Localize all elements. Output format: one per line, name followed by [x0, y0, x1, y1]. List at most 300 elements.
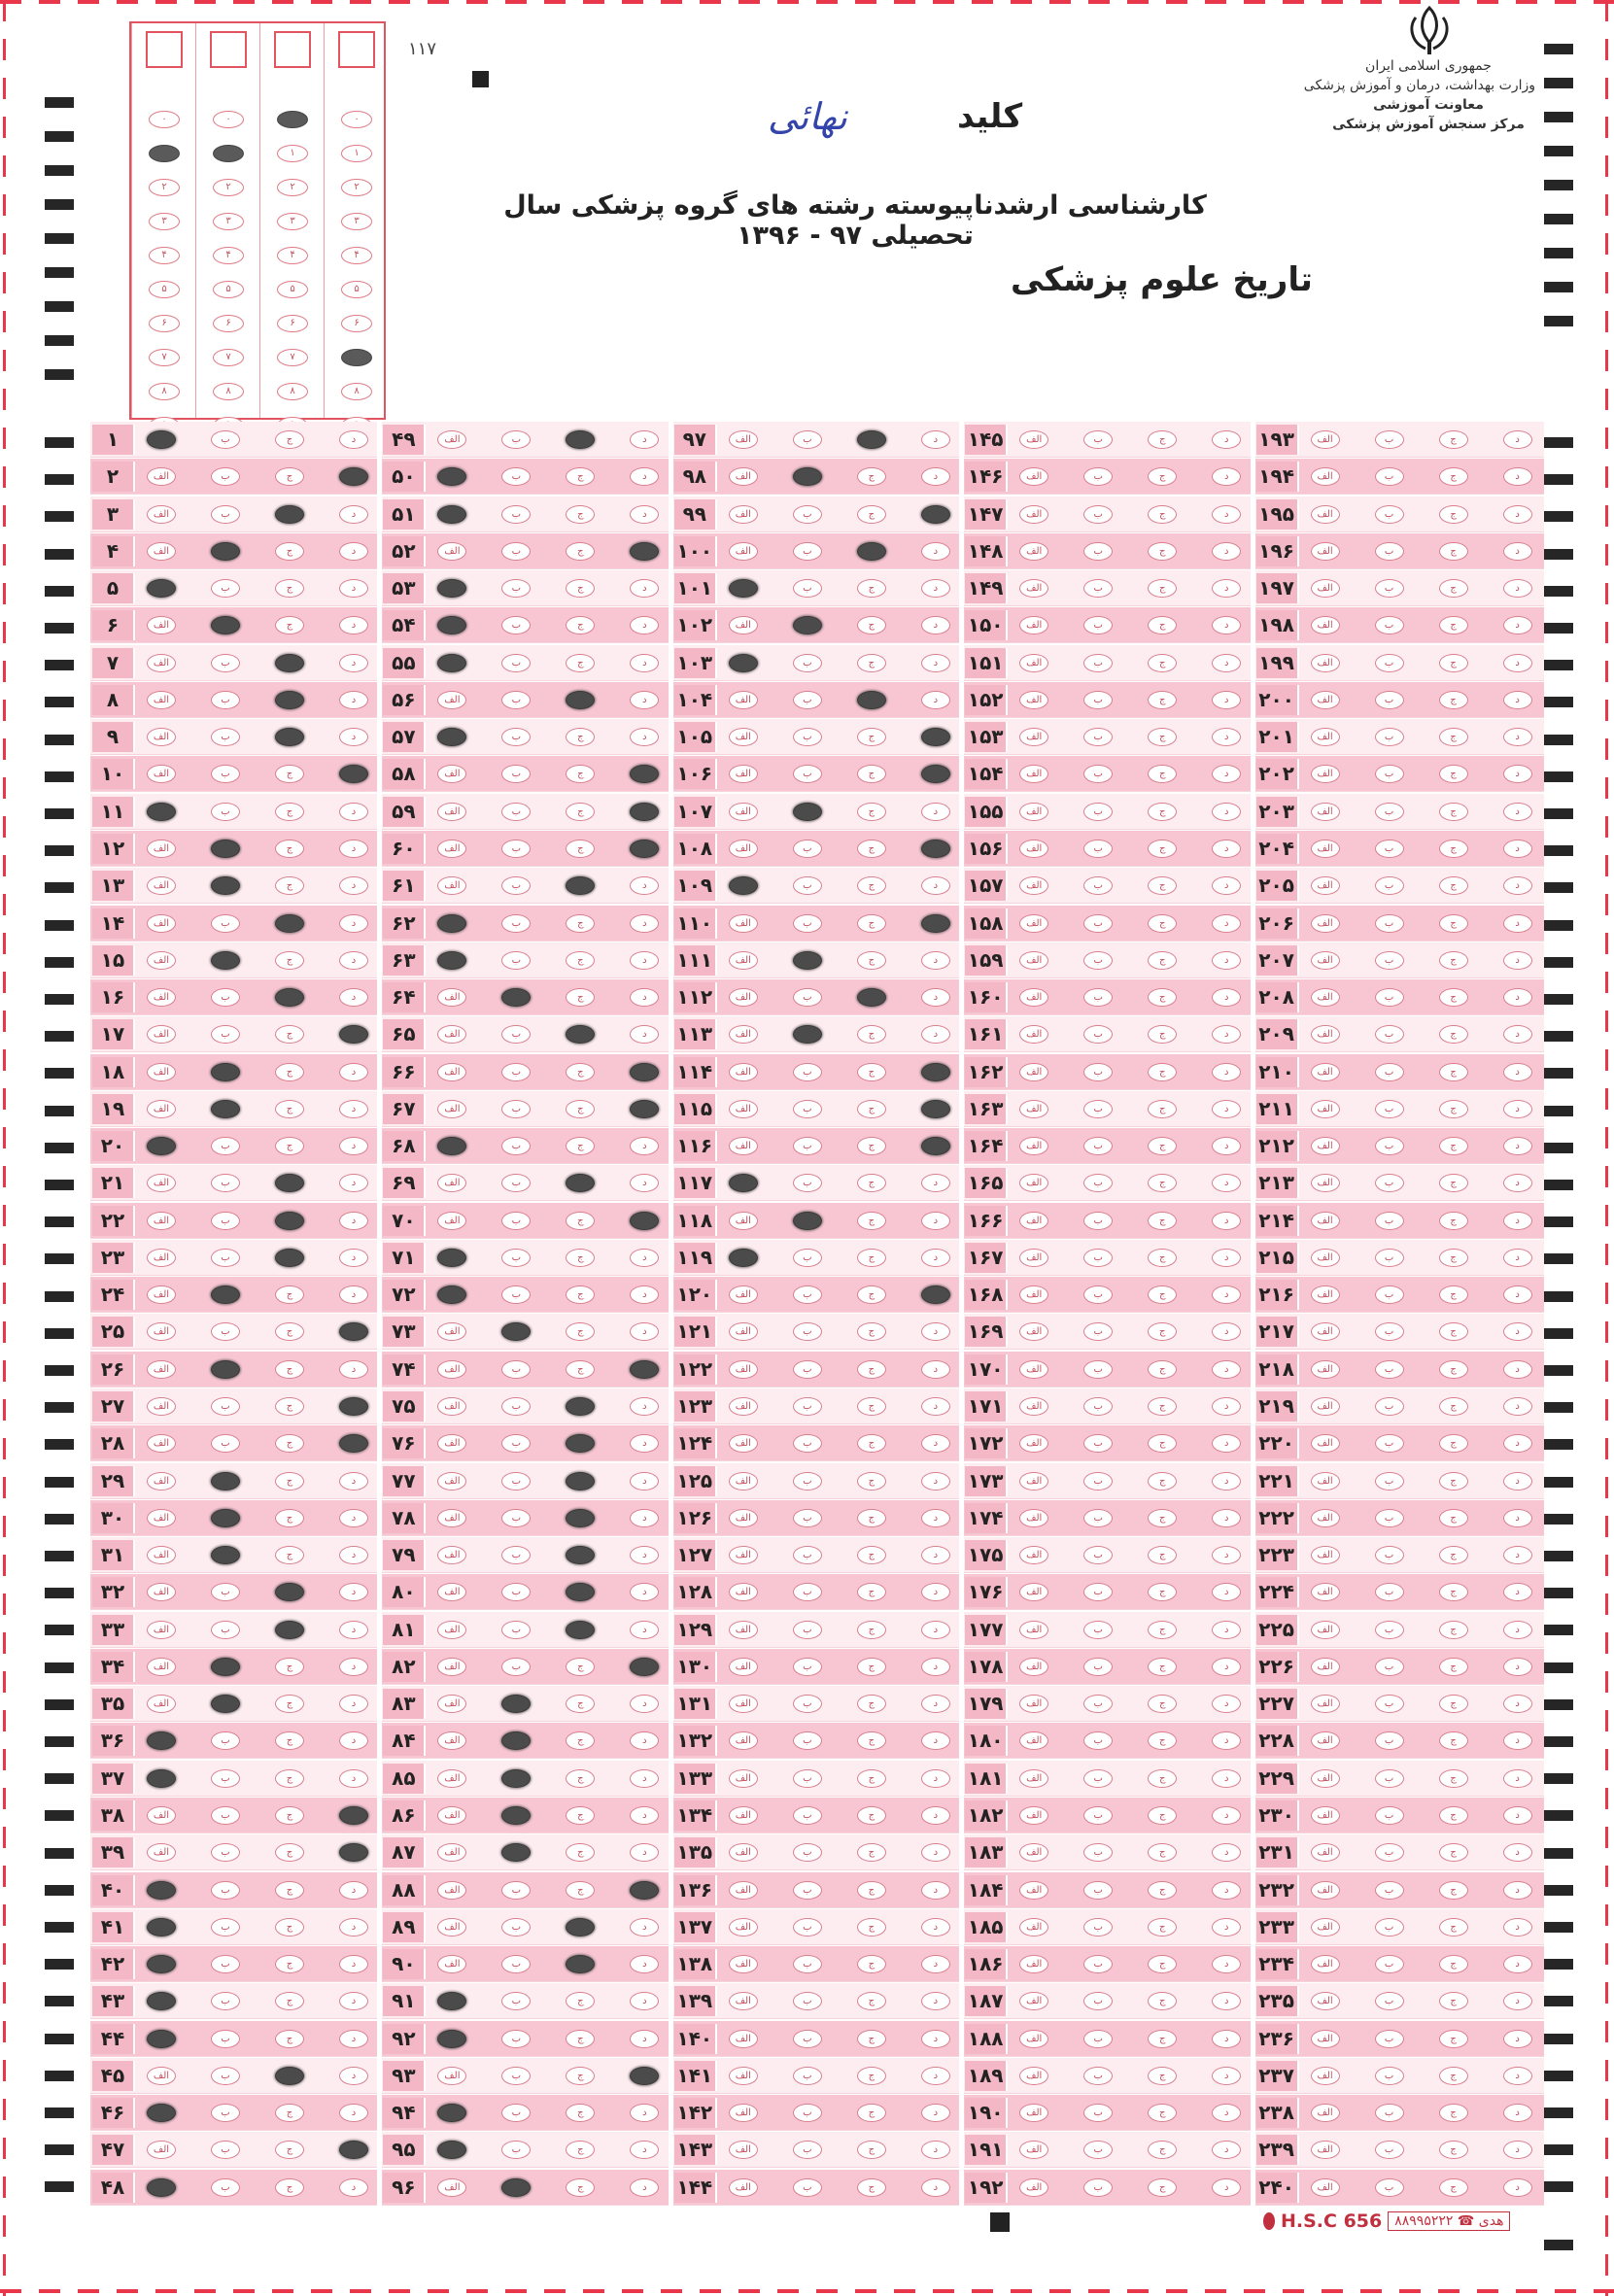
- answer-bubble[interactable]: د: [1212, 1583, 1241, 1601]
- answer-bubble[interactable]: ب: [211, 1174, 240, 1192]
- answer-bubble[interactable]: د: [921, 1992, 950, 2010]
- answer-bubble[interactable]: [566, 1918, 595, 1936]
- code-digit-bubble[interactable]: ۶: [213, 315, 244, 332]
- answer-bubble[interactable]: د: [339, 1063, 368, 1081]
- answer-bubble[interactable]: ب: [501, 951, 531, 970]
- answer-bubble[interactable]: الف: [1311, 542, 1340, 561]
- answer-bubble[interactable]: الف: [147, 654, 176, 672]
- answer-bubble[interactable]: ب: [1375, 876, 1404, 895]
- answer-bubble[interactable]: ب: [793, 1621, 822, 1639]
- answer-bubble[interactable]: ب: [1375, 1843, 1404, 1862]
- answer-bubble[interactable]: [147, 1137, 176, 1155]
- answer-bubble[interactable]: الف: [1019, 2067, 1048, 2085]
- answer-bubble[interactable]: [921, 765, 950, 783]
- answer-bubble[interactable]: ج: [857, 728, 886, 746]
- answer-bubble[interactable]: ج: [1148, 1695, 1177, 1713]
- answer-bubble[interactable]: ج: [566, 1806, 595, 1825]
- answer-bubble[interactable]: د: [1212, 1843, 1241, 1862]
- answer-bubble[interactable]: ج: [275, 1695, 304, 1713]
- answer-bubble[interactable]: الف: [1019, 1992, 1048, 2010]
- answer-bubble[interactable]: ب: [1375, 505, 1404, 524]
- answer-bubble[interactable]: الف: [437, 2067, 466, 2085]
- answer-bubble[interactable]: ب: [1375, 2141, 1404, 2159]
- code-digit-bubble[interactable]: ۴: [277, 247, 308, 264]
- answer-bubble[interactable]: ب: [793, 1806, 822, 1825]
- answer-bubble[interactable]: ب: [793, 1546, 822, 1564]
- answer-bubble[interactable]: ب: [211, 1731, 240, 1750]
- answer-bubble[interactable]: [147, 1955, 176, 1973]
- answer-bubble[interactable]: الف: [437, 1658, 466, 1676]
- answer-bubble[interactable]: د: [1503, 1137, 1532, 1155]
- answer-bubble[interactable]: ب: [1375, 430, 1404, 449]
- answer-bubble[interactable]: ب: [1375, 840, 1404, 858]
- answer-bubble[interactable]: الف: [147, 467, 176, 486]
- answer-bubble[interactable]: ج: [857, 951, 886, 970]
- answer-bubble[interactable]: ج: [1148, 1881, 1177, 1900]
- answer-bubble[interactable]: الف: [147, 765, 176, 783]
- answer-bubble[interactable]: [501, 1843, 531, 1862]
- answer-bubble[interactable]: الف: [147, 951, 176, 970]
- answer-bubble[interactable]: [437, 505, 466, 524]
- answer-bubble[interactable]: الف: [147, 1621, 176, 1639]
- answer-bubble[interactable]: ج: [1439, 1174, 1468, 1192]
- answer-bubble[interactable]: [630, 803, 659, 821]
- answer-bubble[interactable]: ج: [857, 914, 886, 933]
- answer-bubble[interactable]: ج: [275, 1769, 304, 1788]
- answer-bubble[interactable]: ج: [566, 2178, 595, 2197]
- answer-bubble[interactable]: د: [1503, 2067, 1532, 2085]
- answer-bubble[interactable]: د: [630, 1025, 659, 1044]
- answer-bubble[interactable]: [566, 1621, 595, 1639]
- answer-bubble[interactable]: د: [630, 988, 659, 1007]
- answer-bubble[interactable]: [211, 1472, 240, 1491]
- answer-bubble[interactable]: د: [339, 430, 368, 449]
- answer-bubble[interactable]: ب: [793, 1658, 822, 1676]
- answer-bubble[interactable]: الف: [729, 1806, 758, 1825]
- answer-bubble[interactable]: ب: [501, 467, 531, 486]
- answer-bubble[interactable]: الف: [729, 728, 758, 746]
- answer-bubble[interactable]: د: [630, 1695, 659, 1713]
- answer-bubble[interactable]: [211, 1546, 240, 1564]
- answer-bubble[interactable]: د: [1503, 1955, 1532, 1973]
- answer-bubble[interactable]: د: [339, 1360, 368, 1379]
- answer-bubble[interactable]: الف: [1311, 1658, 1340, 1676]
- answer-bubble[interactable]: الف: [729, 1137, 758, 1155]
- code-entry-box[interactable]: [274, 31, 311, 68]
- answer-bubble[interactable]: ب: [1375, 1621, 1404, 1639]
- answer-bubble[interactable]: ج: [1439, 579, 1468, 598]
- answer-bubble[interactable]: د: [1212, 430, 1241, 449]
- answer-bubble[interactable]: ج: [1439, 951, 1468, 970]
- answer-bubble[interactable]: ب: [1375, 988, 1404, 1007]
- answer-bubble[interactable]: [275, 1212, 304, 1230]
- answer-bubble[interactable]: [437, 1285, 466, 1304]
- answer-bubble[interactable]: د: [1212, 1249, 1241, 1267]
- answer-bubble[interactable]: الف: [1019, 1918, 1048, 1936]
- answer-bubble[interactable]: ج: [275, 2030, 304, 2048]
- code-digit-bubble[interactable]: ۸: [341, 383, 372, 400]
- answer-bubble[interactable]: ب: [1375, 2030, 1404, 2048]
- answer-bubble[interactable]: د: [921, 1843, 950, 1862]
- answer-bubble[interactable]: [275, 1583, 304, 1601]
- answer-bubble[interactable]: [211, 1063, 240, 1081]
- answer-bubble[interactable]: الف: [437, 1918, 466, 1936]
- answer-bubble[interactable]: [921, 1285, 950, 1304]
- answer-bubble[interactable]: الف: [729, 951, 758, 970]
- answer-bubble[interactable]: د: [1212, 728, 1241, 746]
- code-digit-bubble[interactable]: ۵: [213, 281, 244, 298]
- answer-bubble[interactable]: الف: [1311, 1360, 1340, 1379]
- answer-bubble[interactable]: ب: [501, 1397, 531, 1416]
- answer-bubble[interactable]: [211, 951, 240, 970]
- answer-bubble[interactable]: الف: [729, 1583, 758, 1601]
- answer-bubble[interactable]: الف: [1311, 1955, 1340, 1973]
- answer-bubble[interactable]: [275, 988, 304, 1007]
- answer-bubble[interactable]: ب: [793, 1992, 822, 2010]
- answer-bubble[interactable]: ب: [1375, 765, 1404, 783]
- answer-bubble[interactable]: د: [1503, 840, 1532, 858]
- answer-bubble[interactable]: ج: [1148, 1100, 1177, 1118]
- answer-bubble[interactable]: ب: [1083, 691, 1113, 709]
- code-digit-bubble[interactable]: ۳: [277, 213, 308, 230]
- answer-bubble[interactable]: د: [339, 2067, 368, 2085]
- answer-bubble[interactable]: ج: [566, 1249, 595, 1267]
- answer-bubble[interactable]: [921, 728, 950, 746]
- answer-bubble[interactable]: ج: [275, 1397, 304, 1416]
- answer-bubble[interactable]: الف: [147, 1360, 176, 1379]
- answer-bubble[interactable]: ب: [1083, 579, 1113, 598]
- answer-bubble[interactable]: الف: [1019, 1137, 1048, 1155]
- answer-bubble[interactable]: ج: [857, 1025, 886, 1044]
- answer-bubble[interactable]: ج: [1439, 1583, 1468, 1601]
- answer-bubble[interactable]: د: [339, 876, 368, 895]
- answer-bubble[interactable]: ج: [1148, 616, 1177, 634]
- answer-bubble[interactable]: ب: [501, 2030, 531, 2048]
- code-digit-bubble[interactable]: ۱: [277, 145, 308, 162]
- answer-bubble[interactable]: ب: [1375, 616, 1404, 634]
- answer-bubble[interactable]: ب: [793, 1322, 822, 1341]
- answer-bubble[interactable]: د: [630, 1285, 659, 1304]
- answer-bubble[interactable]: ب: [793, 876, 822, 895]
- answer-bubble[interactable]: الف: [437, 1955, 466, 1973]
- answer-bubble[interactable]: [857, 430, 886, 449]
- answer-bubble[interactable]: د: [339, 2178, 368, 2197]
- answer-bubble[interactable]: ج: [566, 1769, 595, 1788]
- answer-bubble[interactable]: ب: [1083, 1472, 1113, 1491]
- answer-bubble[interactable]: ج: [1439, 803, 1468, 821]
- answer-bubble[interactable]: ج: [857, 2104, 886, 2122]
- answer-bubble[interactable]: ب: [501, 1249, 531, 1267]
- answer-bubble[interactable]: [275, 2067, 304, 2085]
- answer-bubble[interactable]: د: [1503, 1063, 1532, 1081]
- answer-bubble[interactable]: [437, 2141, 466, 2159]
- answer-bubble[interactable]: الف: [1019, 1322, 1048, 1341]
- answer-bubble[interactable]: ج: [857, 616, 886, 634]
- answer-bubble[interactable]: الف: [1019, 1658, 1048, 1676]
- answer-bubble[interactable]: ج: [566, 1695, 595, 1713]
- answer-bubble[interactable]: ب: [1083, 2178, 1113, 2197]
- answer-bubble[interactable]: [729, 1174, 758, 1192]
- answer-bubble[interactable]: ب: [1375, 1769, 1404, 1788]
- answer-bubble[interactable]: [339, 2141, 368, 2159]
- answer-bubble[interactable]: ج: [1148, 1992, 1177, 2010]
- answer-bubble[interactable]: الف: [1311, 691, 1340, 709]
- answer-bubble[interactable]: ب: [1375, 2178, 1404, 2197]
- answer-bubble[interactable]: ج: [1439, 654, 1468, 672]
- answer-bubble[interactable]: د: [1212, 542, 1241, 561]
- answer-bubble[interactable]: د: [1212, 803, 1241, 821]
- code-digit-bubble[interactable]: ۲: [341, 179, 372, 196]
- answer-bubble[interactable]: الف: [147, 876, 176, 895]
- answer-bubble[interactable]: ج: [1439, 1806, 1468, 1825]
- answer-bubble[interactable]: [630, 2067, 659, 2085]
- answer-bubble[interactable]: ج: [1148, 1137, 1177, 1155]
- answer-bubble[interactable]: د: [339, 1695, 368, 1713]
- answer-bubble[interactable]: ب: [793, 1472, 822, 1491]
- answer-bubble[interactable]: د: [1212, 1397, 1241, 1416]
- answer-bubble[interactable]: الف: [729, 1992, 758, 2010]
- code-entry-box[interactable]: [210, 31, 247, 68]
- answer-bubble[interactable]: ج: [1148, 1955, 1177, 1973]
- answer-bubble[interactable]: د: [921, 1731, 950, 1750]
- answer-bubble[interactable]: ب: [1083, 1881, 1113, 1900]
- answer-bubble[interactable]: د: [630, 616, 659, 634]
- answer-bubble[interactable]: د: [630, 1174, 659, 1192]
- answer-bubble[interactable]: ب: [793, 1731, 822, 1750]
- answer-bubble[interactable]: ج: [1148, 2178, 1177, 2197]
- code-digit-bubble[interactable]: [341, 349, 372, 366]
- answer-bubble[interactable]: د: [1212, 654, 1241, 672]
- answer-bubble[interactable]: د: [1503, 765, 1532, 783]
- answer-bubble[interactable]: ب: [211, 1322, 240, 1341]
- answer-bubble[interactable]: ب: [1375, 1100, 1404, 1118]
- answer-bubble[interactable]: ج: [857, 1472, 886, 1491]
- answer-bubble[interactable]: الف: [147, 1063, 176, 1081]
- answer-bubble[interactable]: ج: [857, 1918, 886, 1936]
- answer-bubble[interactable]: [437, 654, 466, 672]
- answer-bubble[interactable]: د: [921, 988, 950, 1007]
- answer-bubble[interactable]: الف: [729, 1881, 758, 1900]
- answer-bubble[interactable]: الف: [437, 691, 466, 709]
- answer-bubble[interactable]: ب: [211, 1769, 240, 1788]
- answer-bubble[interactable]: الف: [147, 1397, 176, 1416]
- answer-bubble[interactable]: د: [1503, 542, 1532, 561]
- answer-bubble[interactable]: ب: [1083, 1769, 1113, 1788]
- answer-bubble[interactable]: ج: [275, 2104, 304, 2122]
- answer-bubble[interactable]: [501, 1806, 531, 1825]
- answer-bubble[interactable]: ج: [275, 1025, 304, 1044]
- answer-bubble[interactable]: د: [1503, 803, 1532, 821]
- answer-bubble[interactable]: الف: [1311, 1472, 1340, 1491]
- answer-bubble[interactable]: د: [339, 1583, 368, 1601]
- answer-bubble[interactable]: [729, 579, 758, 598]
- answer-bubble[interactable]: د: [1503, 505, 1532, 524]
- answer-bubble[interactable]: [339, 1806, 368, 1825]
- answer-bubble[interactable]: د: [1503, 1769, 1532, 1788]
- answer-bubble[interactable]: الف: [147, 2067, 176, 2085]
- answer-bubble[interactable]: الف: [147, 1174, 176, 1192]
- answer-bubble[interactable]: الف: [147, 691, 176, 709]
- answer-bubble[interactable]: د: [921, 1918, 950, 1936]
- answer-bubble[interactable]: الف: [147, 1434, 176, 1453]
- answer-bubble[interactable]: د: [630, 1249, 659, 1267]
- code-digit-bubble[interactable]: ۴: [213, 247, 244, 264]
- answer-bubble[interactable]: الف: [1019, 876, 1048, 895]
- answer-bubble[interactable]: ب: [793, 840, 822, 858]
- answer-bubble[interactable]: د: [339, 654, 368, 672]
- answer-bubble[interactable]: الف: [729, 2104, 758, 2122]
- answer-bubble[interactable]: ج: [275, 1360, 304, 1379]
- code-digit-bubble[interactable]: ۴: [341, 247, 372, 264]
- answer-bubble[interactable]: ب: [211, 2178, 240, 2197]
- code-digit-bubble[interactable]: ۶: [341, 315, 372, 332]
- answer-bubble[interactable]: ج: [566, 1843, 595, 1862]
- answer-bubble[interactable]: ب: [1083, 430, 1113, 449]
- answer-bubble[interactable]: د: [1503, 2141, 1532, 2159]
- answer-bubble[interactable]: [147, 1731, 176, 1750]
- answer-bubble[interactable]: ج: [1439, 1731, 1468, 1750]
- answer-bubble[interactable]: الف: [729, 2067, 758, 2085]
- answer-bubble[interactable]: الف: [1311, 616, 1340, 634]
- answer-bubble[interactable]: ج: [1439, 1063, 1468, 1081]
- answer-bubble[interactable]: ب: [501, 1025, 531, 1044]
- answer-bubble[interactable]: ج: [857, 2067, 886, 2085]
- answer-bubble[interactable]: ج: [1148, 988, 1177, 1007]
- answer-bubble[interactable]: الف: [729, 1063, 758, 1081]
- answer-bubble[interactable]: الف: [147, 1249, 176, 1267]
- answer-bubble[interactable]: ج: [566, 2030, 595, 2048]
- answer-bubble[interactable]: د: [921, 1434, 950, 1453]
- answer-bubble[interactable]: د: [630, 1322, 659, 1341]
- answer-bubble[interactable]: [630, 1360, 659, 1379]
- answer-bubble[interactable]: د: [1503, 1025, 1532, 1044]
- answer-bubble[interactable]: ب: [211, 1806, 240, 1825]
- answer-bubble[interactable]: د: [339, 1509, 368, 1527]
- answer-bubble[interactable]: د: [921, 951, 950, 970]
- answer-bubble[interactable]: د: [630, 1434, 659, 1453]
- answer-bubble[interactable]: ج: [566, 2104, 595, 2122]
- answer-bubble[interactable]: الف: [1019, 1212, 1048, 1230]
- code-digit-bubble[interactable]: ۲: [213, 179, 244, 196]
- answer-bubble[interactable]: الف: [1311, 988, 1340, 1007]
- answer-bubble[interactable]: د: [630, 1843, 659, 1862]
- answer-bubble[interactable]: ج: [1439, 840, 1468, 858]
- answer-bubble[interactable]: د: [339, 1731, 368, 1750]
- answer-bubble[interactable]: ب: [1375, 1397, 1404, 1416]
- answer-bubble[interactable]: ج: [566, 1063, 595, 1081]
- answer-bubble[interactable]: د: [339, 1249, 368, 1267]
- answer-bubble[interactable]: ج: [275, 430, 304, 449]
- answer-bubble[interactable]: ج: [1148, 1806, 1177, 1825]
- answer-bubble[interactable]: الف: [1019, 1434, 1048, 1453]
- answer-bubble[interactable]: [275, 505, 304, 524]
- answer-bubble[interactable]: ج: [275, 1472, 304, 1491]
- answer-bubble[interactable]: د: [1503, 1583, 1532, 1601]
- answer-bubble[interactable]: ج: [566, 616, 595, 634]
- answer-bubble[interactable]: ج: [1148, 1063, 1177, 1081]
- answer-bubble[interactable]: ج: [566, 1992, 595, 2010]
- answer-bubble[interactable]: [211, 876, 240, 895]
- answer-bubble[interactable]: ب: [793, 654, 822, 672]
- answer-bubble[interactable]: د: [630, 876, 659, 895]
- answer-bubble[interactable]: ب: [501, 1285, 531, 1304]
- answer-bubble[interactable]: الف: [147, 1843, 176, 1862]
- answer-bubble[interactable]: د: [339, 840, 368, 858]
- answer-bubble[interactable]: الف: [1019, 1881, 1048, 1900]
- answer-bubble[interactable]: ب: [501, 914, 531, 933]
- answer-bubble[interactable]: الف: [1311, 2030, 1340, 2048]
- answer-bubble[interactable]: ب: [501, 1509, 531, 1527]
- answer-bubble[interactable]: ج: [857, 765, 886, 783]
- answer-bubble[interactable]: ج: [1439, 616, 1468, 634]
- answer-bubble[interactable]: ب: [211, 654, 240, 672]
- answer-bubble[interactable]: ب: [211, 1249, 240, 1267]
- answer-bubble[interactable]: د: [1212, 1322, 1241, 1341]
- answer-bubble[interactable]: د: [1212, 2141, 1241, 2159]
- answer-bubble[interactable]: د: [339, 728, 368, 746]
- answer-bubble[interactable]: ب: [1375, 1881, 1404, 1900]
- answer-bubble[interactable]: د: [921, 876, 950, 895]
- answer-bubble[interactable]: د: [1212, 1546, 1241, 1564]
- answer-bubble[interactable]: ج: [1439, 1472, 1468, 1491]
- answer-bubble[interactable]: ج: [1439, 1434, 1468, 1453]
- code-digit-bubble[interactable]: ۲: [277, 179, 308, 196]
- answer-bubble[interactable]: ج: [1439, 1881, 1468, 1900]
- answer-bubble[interactable]: ب: [793, 1285, 822, 1304]
- answer-bubble[interactable]: ج: [275, 876, 304, 895]
- answer-bubble[interactable]: ب: [1083, 1434, 1113, 1453]
- answer-bubble[interactable]: ب: [211, 2030, 240, 2048]
- answer-bubble[interactable]: ب: [1083, 1100, 1113, 1118]
- answer-bubble[interactable]: د: [921, 1249, 950, 1267]
- answer-bubble[interactable]: الف: [729, 1955, 758, 1973]
- answer-bubble[interactable]: ب: [501, 1137, 531, 1155]
- answer-bubble[interactable]: د: [1212, 1174, 1241, 1192]
- answer-bubble[interactable]: ج: [566, 1731, 595, 1750]
- answer-bubble[interactable]: ب: [1375, 2067, 1404, 2085]
- answer-bubble[interactable]: الف: [1019, 1955, 1048, 1973]
- answer-bubble[interactable]: ج: [1148, 1360, 1177, 1379]
- answer-bubble[interactable]: [211, 1360, 240, 1379]
- answer-bubble[interactable]: الف: [437, 1881, 466, 1900]
- answer-bubble[interactable]: ج: [857, 579, 886, 598]
- answer-bubble[interactable]: ج: [857, 1843, 886, 1862]
- answer-bubble[interactable]: الف: [729, 1100, 758, 1118]
- answer-bubble[interactable]: الف: [1311, 1249, 1340, 1267]
- answer-bubble[interactable]: ج: [1439, 1955, 1468, 1973]
- answer-bubble[interactable]: ب: [1083, 1843, 1113, 1862]
- answer-bubble[interactable]: ب: [211, 1025, 240, 1044]
- answer-bubble[interactable]: الف: [1311, 430, 1340, 449]
- answer-bubble[interactable]: [275, 691, 304, 709]
- answer-bubble[interactable]: [793, 616, 822, 634]
- answer-bubble[interactable]: د: [921, 616, 950, 634]
- answer-bubble[interactable]: د: [339, 1546, 368, 1564]
- answer-bubble[interactable]: الف: [1019, 691, 1048, 709]
- answer-bubble[interactable]: د: [339, 951, 368, 970]
- answer-bubble[interactable]: د: [630, 2030, 659, 2048]
- code-digit-bubble[interactable]: ۰: [149, 111, 180, 128]
- answer-bubble[interactable]: ج: [275, 1063, 304, 1081]
- answer-bubble[interactable]: الف: [729, 542, 758, 561]
- answer-bubble[interactable]: [275, 1621, 304, 1639]
- answer-bubble[interactable]: [501, 1695, 531, 1713]
- answer-bubble[interactable]: د: [1503, 467, 1532, 486]
- answer-bubble[interactable]: الف: [729, 1212, 758, 1230]
- answer-bubble[interactable]: ب: [1375, 1063, 1404, 1081]
- answer-bubble[interactable]: الف: [1311, 1918, 1340, 1936]
- answer-bubble[interactable]: د: [339, 1100, 368, 1118]
